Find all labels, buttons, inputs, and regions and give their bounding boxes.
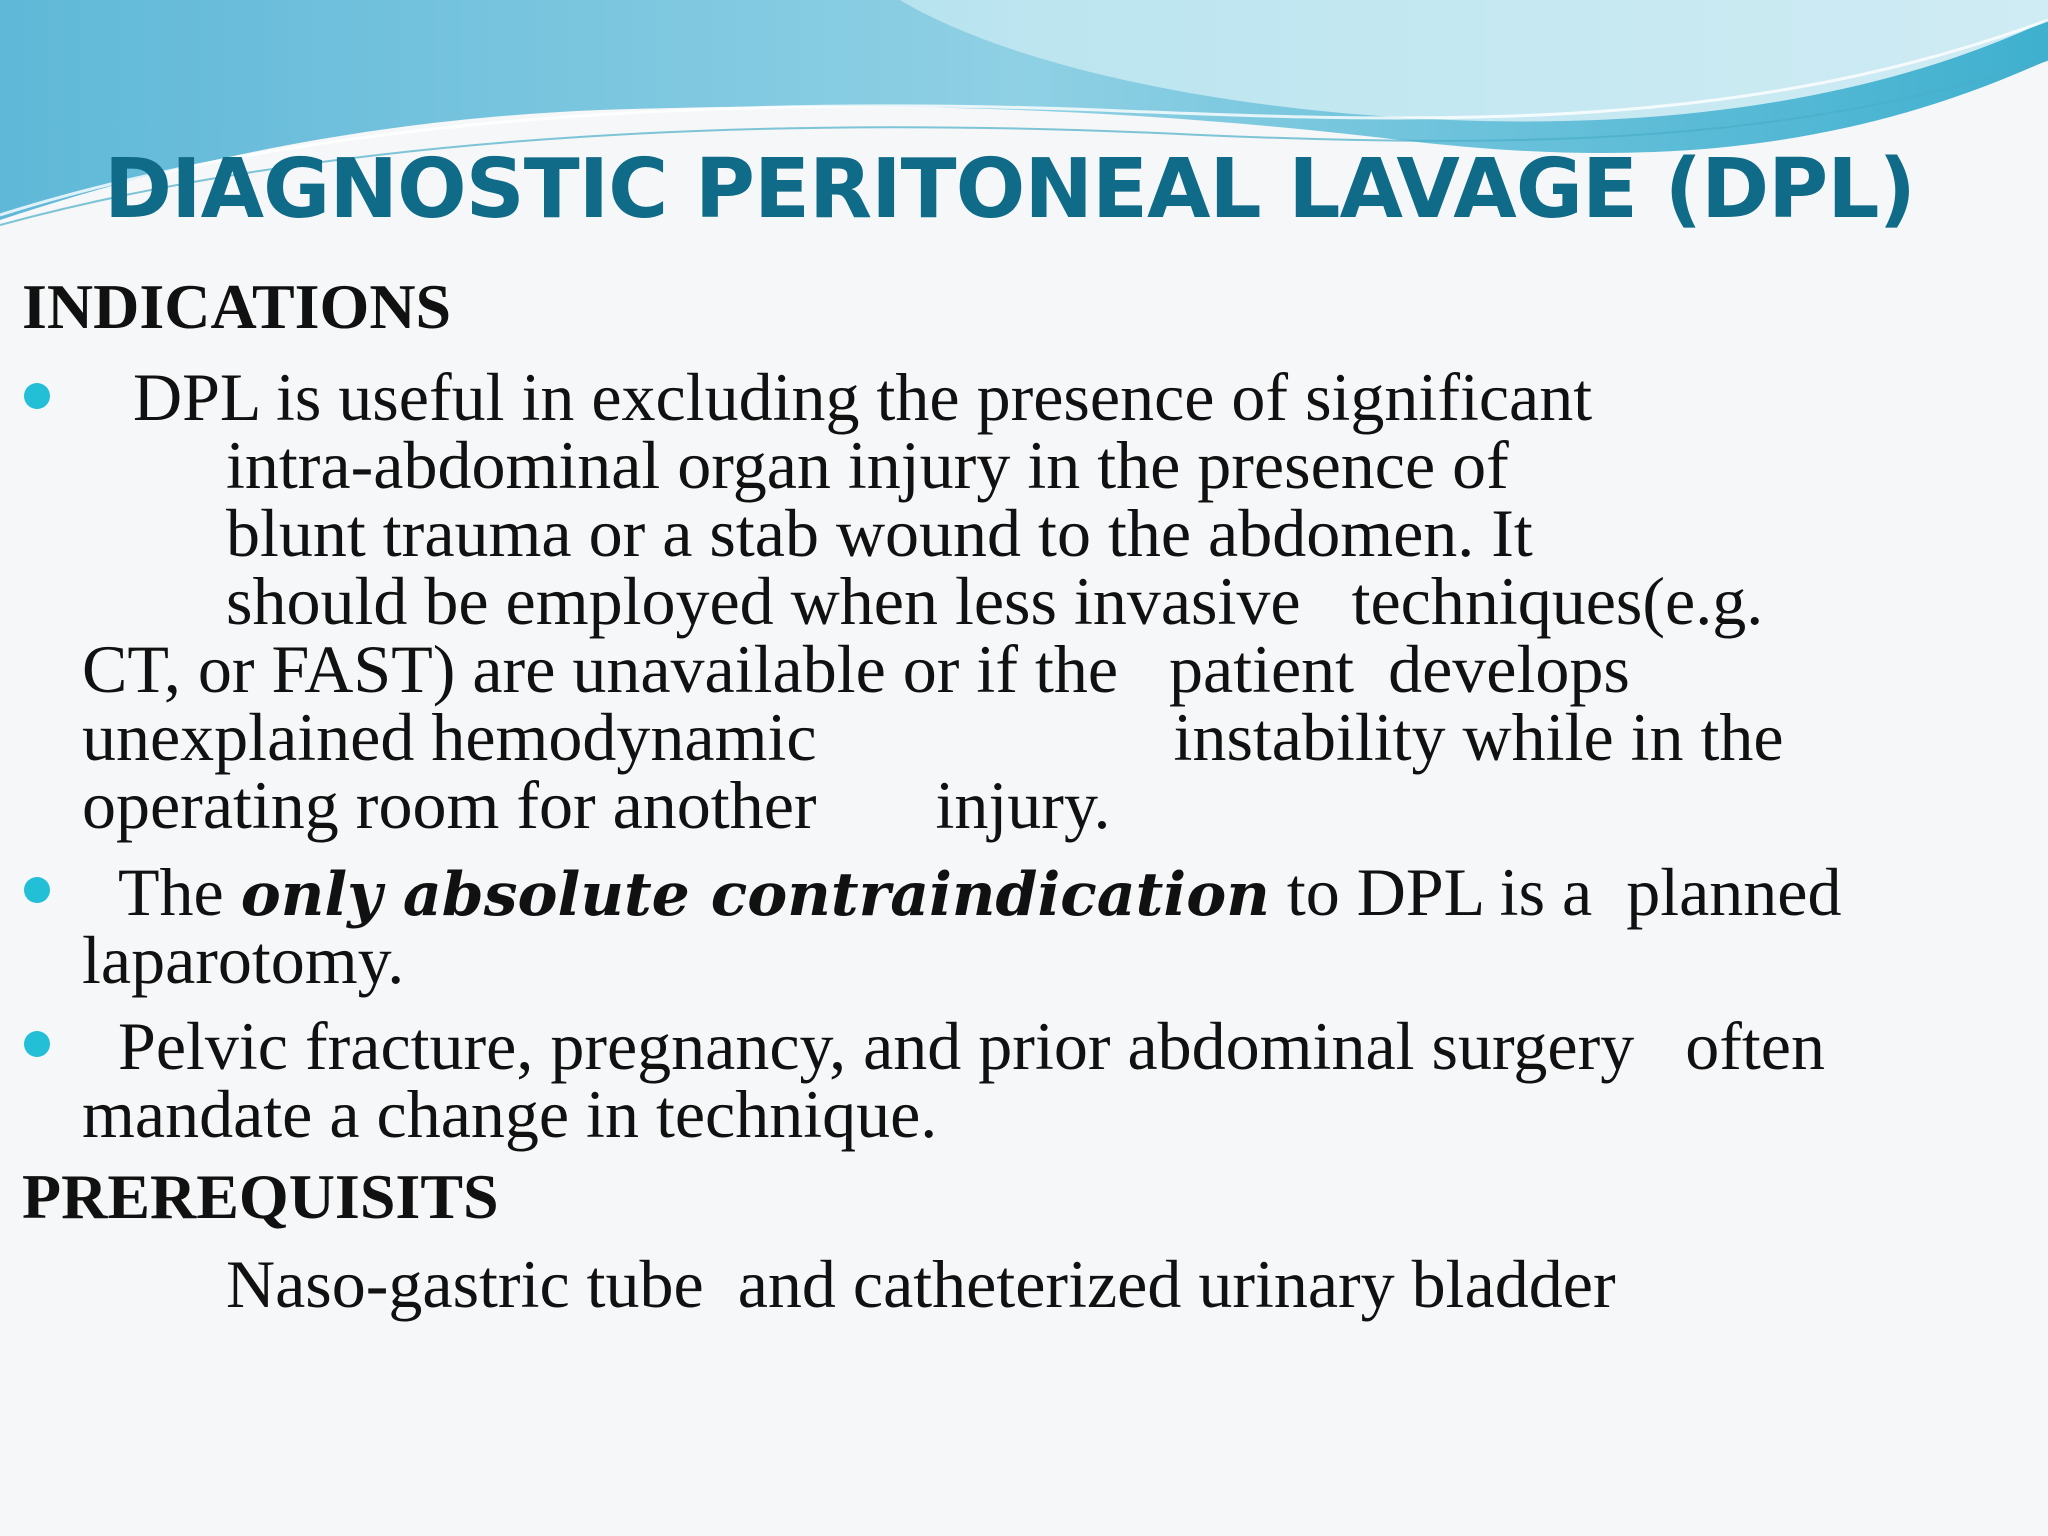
bullet1-line: DPL is useful in excluding the presence of significant	[133, 359, 1593, 435]
bullet-icon	[24, 1031, 50, 1057]
bullet2-emphasis: only absolute contraindication	[240, 860, 1270, 930]
bullet1-line: unexplained hemodynamic instability while in the	[82, 699, 1784, 775]
bullet-icon	[24, 877, 50, 903]
prerequisites-text: Naso-gastric tube and catheterized urinary bladder	[226, 1246, 1616, 1322]
bullet1-line: intra-abdominal organ injury in the presence of	[226, 427, 1509, 503]
bullet1-line: blunt trauma or a stab wound to the abdomen. It	[226, 495, 1533, 571]
bullet2-text-after: to DPL is a planned	[1269, 854, 1842, 930]
bullet2-line2: laparotomy.	[82, 922, 405, 998]
bullet3-line2: mandate a change in technique.	[82, 1076, 938, 1152]
bullet1-line: operating room for another injury.	[82, 767, 1111, 843]
bullet1-line: CT, or FAST) are unavailable or if the patient develops	[82, 631, 1630, 707]
indications-heading: INDICATIONS	[22, 271, 452, 342]
slide-title: DIAGNOSTIC PERITONEAL LAVAGE (DPL)	[104, 142, 1915, 237]
bullet2-text-before: The	[118, 854, 241, 930]
bullet3-line1: Pelvic fracture, pregnancy, and prior abdominal surgery often	[118, 1008, 1825, 1084]
bullet2-line1	[118, 854, 1842, 930]
prerequisites-heading: PREREQUISITS	[22, 1161, 499, 1232]
bullet-icon	[24, 383, 50, 409]
bullet1-line: should be employed when less invasive techniques(e.g.	[226, 563, 1764, 639]
